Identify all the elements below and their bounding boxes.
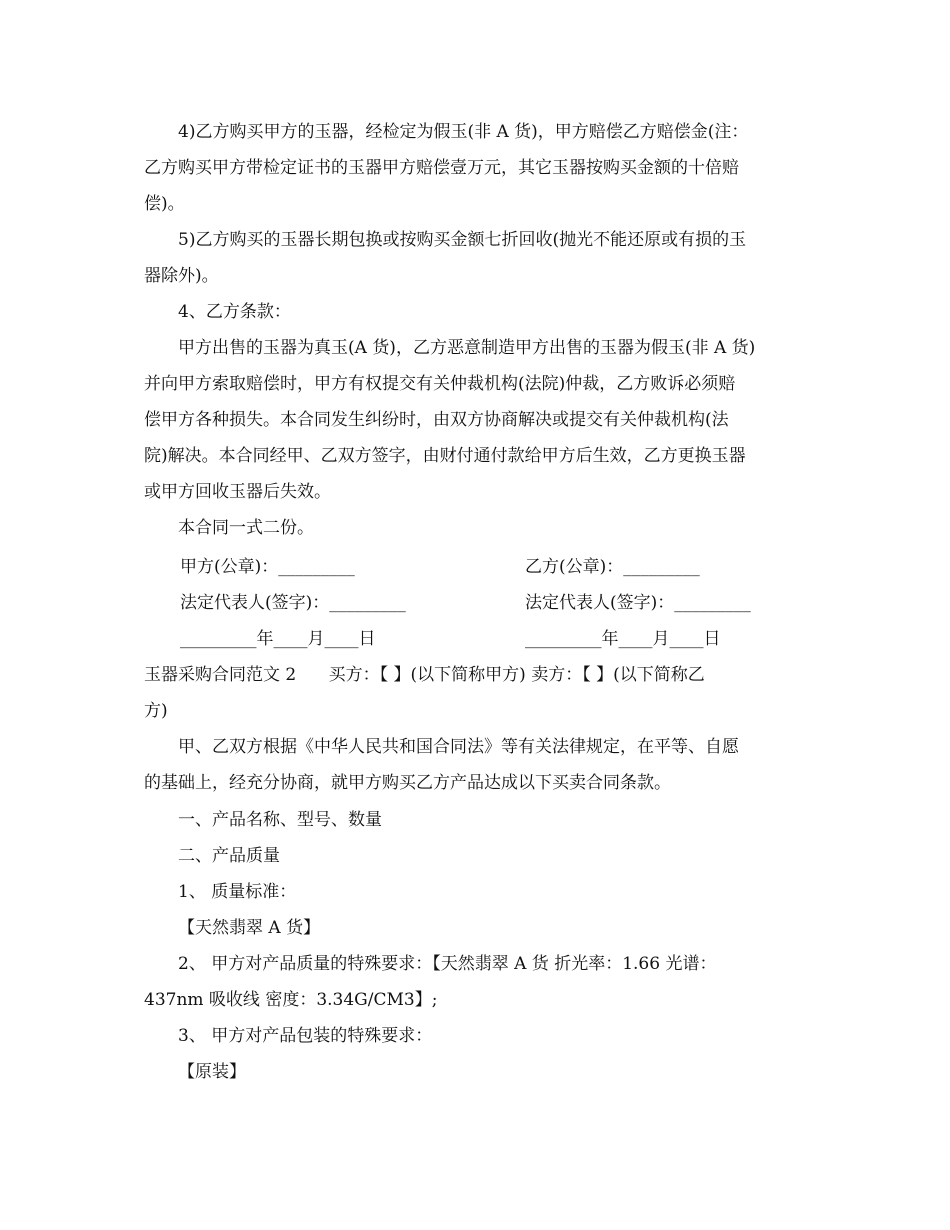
paragraph-line: 并向甲方索取赔偿时，甲方有权提交有关仲裁机构(法院)仲裁，乙方败诉必须赔 [144,374,736,394]
paragraph-line: 的基础上，经充分协商，就甲方购买乙方产品达成以下买卖合同条款。 [144,773,671,793]
paragraph-line: 偿甲方各种损失。本合同发生纠纷时，由双方协商解决或提交有关仲裁机构(法 [144,410,729,430]
section-heading: 二、产品质量 [178,846,280,866]
paragraph-line: 甲、乙双方根据《中华人民共和国合同法》等有关法律规定，在平等、自愿 [178,737,739,757]
party-b-seal: 乙方(公章)：_________ [525,557,700,577]
list-item: 437nm 吸收线 密度：3.34G/CM3】; [144,990,438,1010]
party-a-seal: 甲方(公章)：_________ [180,557,355,577]
list-item: 3、 甲方对产品包装的特殊要求： [178,1026,433,1046]
paragraph-line: 5)乙方购买的玉器长期包换或按购买金额七折回收(抛光不能还原或有损的玉 [178,230,747,250]
party-a-date: _________年____月____日 [180,629,376,649]
paragraph-line: 或甲方回收玉器后失效。 [144,482,331,502]
list-item: 2、 甲方对产品质量的特殊要求：【天然翡翠 A 货 折光率：1.66 光谱： [178,954,717,974]
section-heading: 一、产品名称、型号、数量 [178,810,382,830]
paragraph-line: 院)解决。本合同经甲、乙双方签字，由财付通付款给甲方后生效，乙方更换玉器 [144,446,746,466]
paragraph-line: 4)乙方购买甲方的玉器，经检定为假玉(非 A 货)，甲方赔偿乙方赔偿金(注： [178,122,749,142]
party-b-date: _________年____月____日 [525,629,721,649]
section-heading: 4、乙方条款： [178,302,291,322]
paragraph-line: 偿)。 [144,194,185,214]
paragraph-line: 甲方出售的玉器为真玉(A 货)，乙方恶意制造甲方出售的玉器为假玉(非 A 货) [178,338,756,358]
contract-title-line: 玉器采购合同范文 2 买方：【 】(以下简称甲方) 卖方：【 】(以下简称乙 [144,665,705,685]
list-item: 1、 质量标准： [178,882,297,902]
list-item: 【原装】 [178,1062,246,1082]
paragraph-line: 乙方购买甲方带检定证书的玉器甲方赔偿壹万元，其它玉器按购买金额的十倍赔 [144,158,739,178]
party-b-representative: 法定代表人(签字)：_________ [525,593,751,613]
list-item: 【天然翡翠 A 货】 [178,918,321,938]
paragraph-line: 本合同一式二份。 [178,518,314,538]
paragraph-line: 器除外)。 [144,266,219,286]
party-a-representative: 法定代表人(签字)：_________ [180,593,406,613]
paragraph-line: 方) [144,701,168,721]
